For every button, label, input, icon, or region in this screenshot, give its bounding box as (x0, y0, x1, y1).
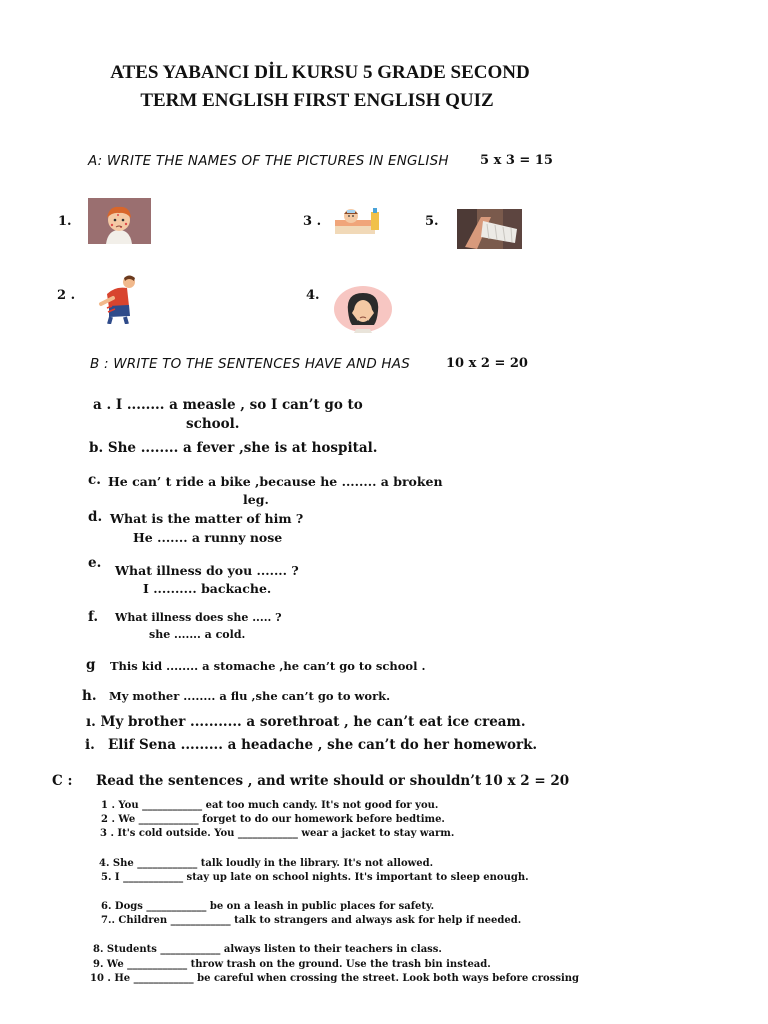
sentence-i: Elif Sena ......... a headache , she can’t do her homework. (108, 737, 538, 753)
sentence-a: a . I ........ a measle , so I can’t go to (93, 397, 363, 413)
sentence-f: What illness does she ..... ? (115, 611, 282, 624)
sentence-g-letter: g (86, 657, 96, 673)
broken-arm-picture (457, 209, 522, 249)
sentence-g: This kid ........ a stomache ,he can’t go to school . (110, 659, 426, 673)
should-item-4: 4. She ____________ talk loudly in the library. It's not allowed. (99, 858, 434, 869)
should-item-2: 2 . We ____________ forget to do our homework before bedtime. (101, 814, 445, 825)
picture-number-5: 5. (425, 214, 439, 229)
sentence-a-cont: school. (186, 416, 240, 432)
sentence-i-letter: i. (85, 737, 95, 753)
picture-number-3: 3 . (303, 214, 322, 229)
should-item-6: 6. Dogs ____________ be on a leash in public places for safety. (101, 901, 435, 912)
sentence-c-cont: leg. (243, 492, 269, 507)
section-a-heading: A: WRITE THE NAMES OF THE PICTURES IN ENGLISH (88, 153, 449, 169)
should-item-7: 7.. Children ____________ talk to strangers and always ask for help if needed. (101, 915, 522, 926)
title-line-2: TERM ENGLISH FIRST ENGLISH QUIZ (140, 90, 494, 111)
section-c-heading: Read the sentences , and write should or shouldn’t (96, 773, 482, 789)
should-item-10: 10 . He ____________ be careful when crossing the street. Look both ways before crossing (90, 973, 580, 984)
should-item-3: 3 . It's cold outside. You ____________ wear a jacket to stay warm. (100, 828, 455, 839)
sentence-d: What is the matter of him ? (110, 511, 304, 526)
sentence-c: He can’ t ride a bike ,because he ........ a broken (108, 474, 443, 489)
sentence-h: My mother ........ a flu ,she can’t go to work. (109, 689, 391, 703)
sentence-d-letter: d. (88, 509, 103, 525)
sentence-f-letter: f. (88, 609, 99, 625)
sentence-b: b. She ........ a fever ,she is at hospital. (89, 440, 378, 456)
sentence-e-letter: e. (88, 555, 102, 571)
child-measles-picture (88, 198, 151, 244)
should-item-8: 8. Students ____________ always listen to their teachers in class. (93, 944, 442, 955)
headache-picture (334, 285, 392, 333)
section-c-label: C : (52, 773, 73, 789)
section-b-heading: B : WRITE TO THE SENTENCES HAVE AND HAS (90, 356, 410, 372)
section-b-score: 10 x 2 = 20 (446, 356, 528, 371)
backache-picture (93, 272, 145, 324)
sentence-d-cont: He ....... a runny nose (133, 530, 283, 545)
should-item-9: 9. We ____________ throw trash on the ground. Use the trash bin instead. (93, 959, 491, 970)
picture-number-1: 1. (58, 214, 72, 229)
picture-number-2: 2 . (57, 288, 76, 303)
section-a-score: 5 x 3 = 15 (480, 153, 553, 168)
picture-number-4: 4. (306, 288, 320, 303)
should-item-5: 5. I ____________ stay up late on school nights. It's important to sleep enough. (101, 872, 529, 883)
sentence-e: What illness do you ....... ? (115, 563, 299, 578)
sentence-e-cont: I .......... backache. (143, 581, 272, 596)
title-line-1: ATES YABANCI DİL KURSU 5 GRADE SECOND (110, 62, 530, 83)
sentence-c-letter: c. (88, 472, 101, 488)
should-item-1: 1 . You ____________ eat too much candy. It's not good for you. (101, 800, 439, 811)
sick-in-bed-picture (333, 204, 383, 236)
sentence-h-letter: h. (82, 688, 97, 704)
sentence-dotless-i: ı. My brother ........... a sorethroat , he can’t eat ice cream. (86, 714, 526, 730)
section-c-score: 10 x 2 = 20 (484, 773, 570, 789)
sentence-f-cont: she ....... a cold. (149, 628, 246, 641)
